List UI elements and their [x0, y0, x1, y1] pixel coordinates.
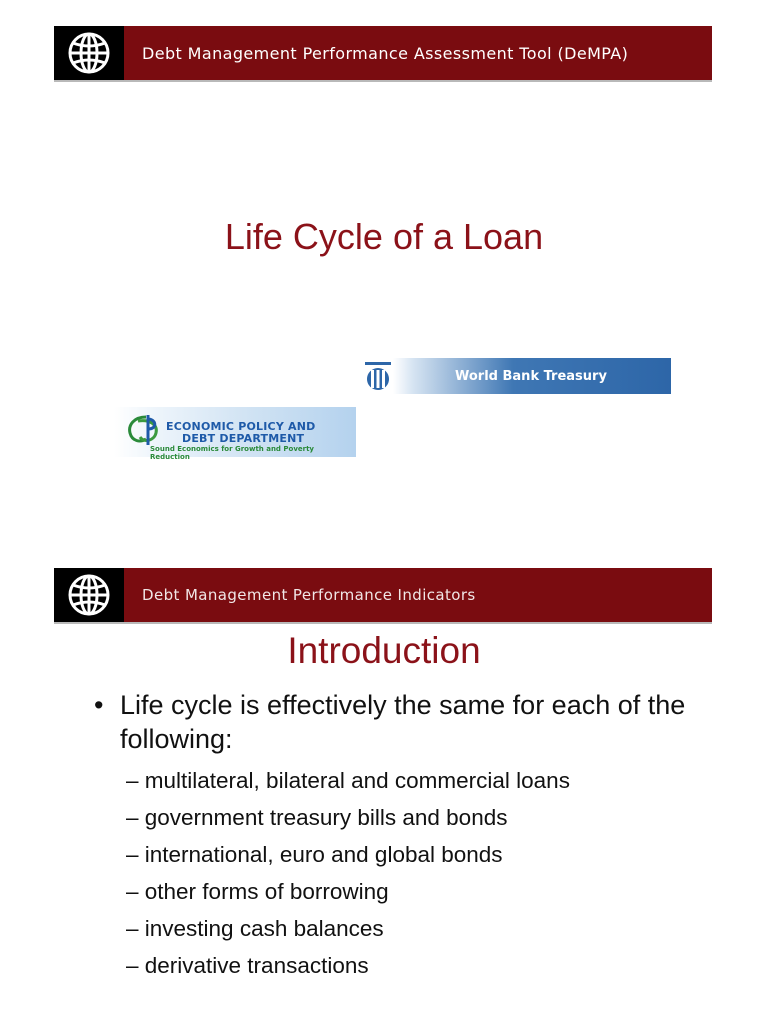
slide2-banner-title: Debt Management Performance Indicators: [142, 586, 476, 604]
main-bullet: [94, 688, 714, 756]
sub-bullet-list: [94, 762, 714, 984]
epdd-logo: [114, 407, 356, 461]
bullet-dot-icon: •: [94, 690, 104, 720]
world-bank-globe-icon: [54, 568, 124, 622]
slide1-header-banner: [54, 26, 712, 82]
sub-item-international-bonds: – international, euro and global bonds: [126, 842, 503, 867]
bullet-list: [94, 688, 714, 984]
sub-item-other-borrowing: – other forms of borrowing: [126, 879, 389, 904]
slide1-banner-title: Debt Management Performance Assessment Tool (DeMPA): [142, 43, 629, 63]
epdd-tagline: Sound Economics for Growth and Poverty Reduction: [150, 445, 314, 461]
epdd-line1: ECONOMIC POLICY AND: [166, 420, 316, 433]
main-bullet-text: Life cycle is effectively the same for each of the following:: [120, 690, 686, 754]
world-bank-globe-icon: [54, 26, 124, 80]
epdd-line2: DEBT DEPARTMENT: [182, 432, 305, 445]
sub-item-treasury-bills: – government treasury bills and bonds: [126, 805, 508, 830]
world-bank-treasury-logo: [363, 358, 671, 394]
slide2-header-banner: [54, 568, 712, 624]
sub-item-derivatives: – derivative transactions: [126, 953, 369, 978]
slide1-title: Life Cycle of a Loan: [224, 216, 544, 257]
slide2-title: Introduction: [287, 630, 481, 671]
sub-item-cash-balances: – investing cash balances: [126, 916, 384, 941]
treasury-logo-text: World Bank Treasury: [455, 368, 607, 384]
sub-item-loans: – multilateral, bilateral and commercial loans: [126, 768, 570, 793]
treasury-emblem-icon: [363, 358, 393, 394]
